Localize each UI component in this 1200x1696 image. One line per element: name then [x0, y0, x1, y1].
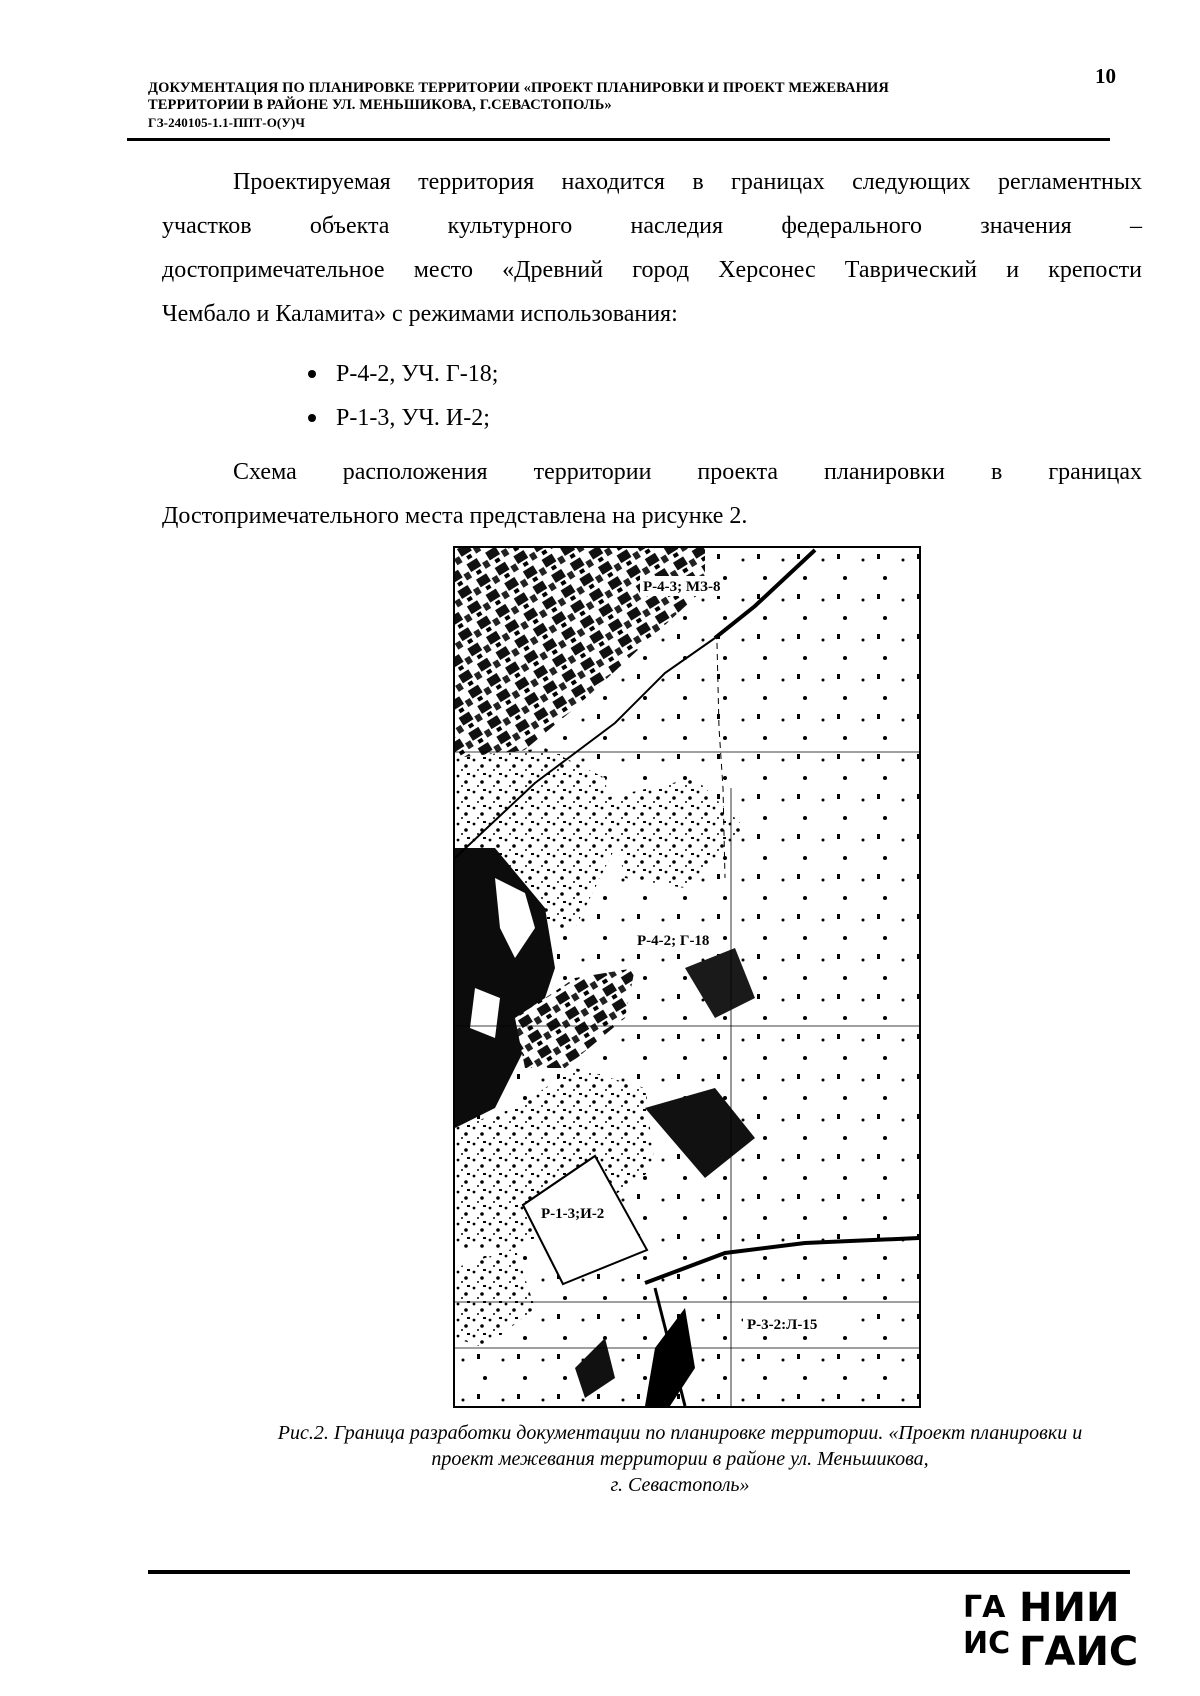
bullet-icon	[308, 414, 316, 422]
zone-label-r-1-3: Р-1-3;И-2	[541, 1206, 605, 1222]
paragraph-1-line-1: Проектируемая территория находится в границах следующих регламентных	[233, 169, 1142, 195]
list-item	[308, 352, 498, 396]
paragraph-1-line-3: достопримечательное место «Древний город Херсонес Таврический и крепости	[162, 257, 1142, 283]
paragraph-2-line-2: Достопримечательного места представлена на рисунке 2.	[162, 503, 748, 529]
list-item	[308, 396, 498, 440]
regime-list	[308, 352, 498, 440]
footer-divider	[148, 1570, 1130, 1574]
caption-line-2: проект межевания территории в районе ул. Меньшикова,	[431, 1448, 929, 1470]
paragraph-2	[162, 450, 1142, 538]
header-title-line-2: ТЕРРИТОРИИ В РАЙОНЕ УЛ. МЕНЬШИКОВА, Г.СЕВАСТОПОЛЬ»	[148, 97, 612, 113]
caption-line-3: г. Севастополь»	[610, 1474, 750, 1496]
paragraph-1-line-2: участков объекта культурного наследия федерального значения –	[162, 213, 1142, 239]
paragraph-2-line-1: Схема расположения территории проекта планировки в границах	[233, 459, 1142, 485]
niigais-logo	[963, 1585, 1139, 1669]
zone-label-r-4-2: Р-4-2; Г-18	[637, 933, 710, 949]
paragraph-1	[162, 160, 1142, 336]
site-plan-figure	[453, 546, 921, 1408]
header-document-code: ГЗ-240105-1.1-ППТ-О(У)Ч	[148, 115, 306, 130]
logo-word-bottom: ГАИС	[1019, 1629, 1139, 1669]
figure-caption	[220, 1420, 1140, 1498]
zone-label-r-4-3: Р-4-3; МЗ-8	[643, 579, 721, 595]
logo-word-top: НИИ	[1019, 1585, 1120, 1631]
bullet-icon	[308, 370, 316, 378]
paragraph-1-line-4: Чембало и Каламита» с режимами использования:	[162, 301, 678, 327]
page-number: 10	[1095, 64, 1116, 88]
list-item-text: Р-4-2, УЧ. Г-18;	[336, 361, 499, 387]
header-divider	[127, 138, 1110, 141]
logo-mark-bottom: ИС	[963, 1626, 1011, 1661]
document-header	[148, 80, 1108, 131]
zone-label-r-3-2: Р-3-2:Л-15	[747, 1317, 818, 1333]
header-title-line-1: ДОКУМЕНТАЦИЯ ПО ПЛАНИРОВКЕ ТЕРРИТОРИИ «ПРОЕКТ ПЛАНИРОВКИ И ПРОЕКТ МЕЖЕВАНИЯ	[148, 80, 889, 96]
caption-line-1: Рис.2. Граница разработки документации по планировке территории. «Проект планировки и	[277, 1422, 1083, 1444]
list-item-text: Р-1-3, УЧ. И-2;	[336, 405, 490, 431]
logo-mark-top: ГА	[963, 1590, 1006, 1625]
aerial-map	[455, 548, 919, 1406]
